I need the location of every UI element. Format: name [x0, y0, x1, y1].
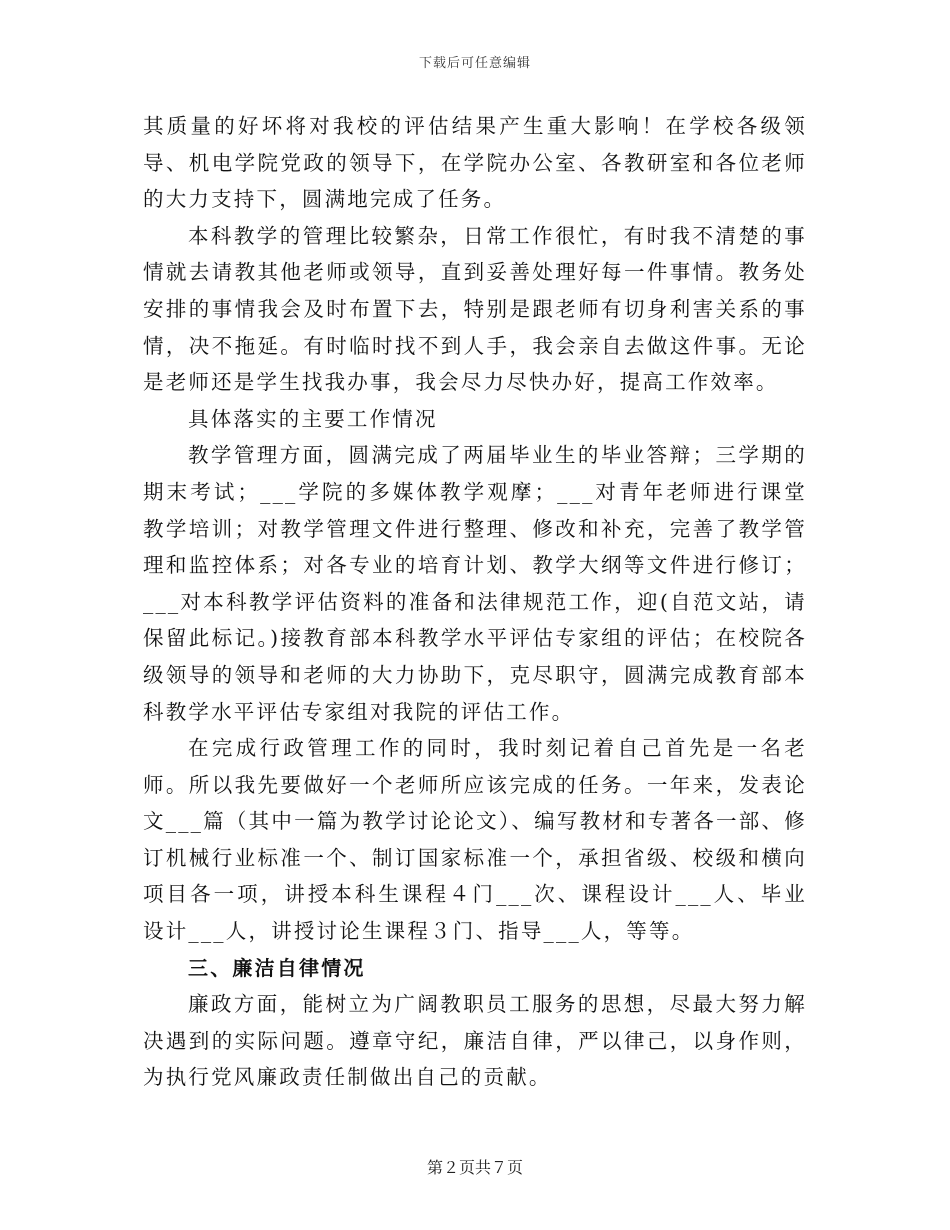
subheading-main-work: 具体落实的主要工作情况	[188, 406, 438, 431]
page-header-note: 下载后可任意编辑	[418, 56, 531, 71]
page-number: 第２页共７页	[426, 1158, 523, 1177]
section-heading-integrity: 三、廉洁自律情况	[188, 955, 366, 980]
paragraph-quality-impact: 其质量的好坏将对我校的评估结果产生重大影响！在学校各级领导、机电学院党政的领导下，在学院办公室、各教研室和各位老师的大力支持下，圆满地完成了任务。	[143, 114, 807, 212]
paragraph-teaching-admin: 教学管理方面，圆满完成了两届毕业生的毕业答辩；三学期的期末考试；___学院的多媒体教学观摩；___对青年老师进行课堂教学培训；对教学管理文件进行整理、修改和补充，完善了教学管理和监控体系；对各专业的培育计划、教学大纲等文件进行修订；___对本科教学评估资料的准备和法律规范工作，迎(自范文站，请保留此标记。)接教育部本科教学水平评估专家组的评估；在校院各级领导的领导和老师的大力协助下，克尽职守，圆满完成教育部本科教学水平评估专家组对我院的评估工作。	[143, 443, 807, 724]
paragraph-integrity: 廉政方面，能树立为广阔教职员工服务的思想，尽最大努力解决遇到的实际问题。遵章守纪，廉洁自律，严以律己，以身作则，为执行党风廉政责任制做出自己的贡献。	[143, 992, 807, 1090]
paragraph-teaching-management: 本科教学的管理比较繁杂，日常工作很忙，有时我不清楚的事情就去请教其他老师或领导，直到妥善处理好每一件事情。教务处安排的事情我会及时布置下去，特别是跟老师有切身利害关系的事情，决不拖延。有时临时找不到人手，我会亲自去做这件事。无论是老师还是学生找我办事，我会尽力尽快办好，提高工作效率。	[143, 223, 807, 395]
document-body	[143, 108, 807, 1096]
paragraph-teacher-duties: 在完成行政管理工作的同时，我时刻记着自己首先是一名老师。所以我先要做好一个老师所应该完成的任务。一年来，发表论文___篇（其中一篇为教学讨论论文）、编写教材和专著各一部、修订机械行业标准一个、制订国家标准一个，承担省级、校级和横向项目各一项，讲授本科生课程４门___次、课程设计___人、毕业设计___人，讲授讨论生课程３门、指导___人，等等。	[143, 736, 807, 944]
